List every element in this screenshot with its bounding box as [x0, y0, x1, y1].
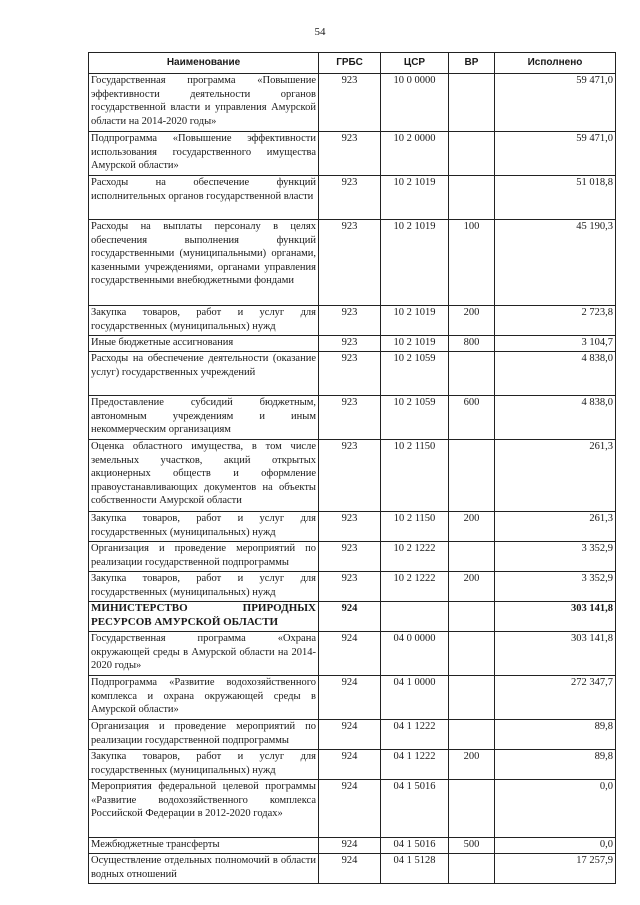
- table-row: [89, 720, 616, 750]
- header-executed: Исполнено: [495, 53, 616, 74]
- row-csr: 04 1 1222: [381, 720, 449, 750]
- row-vr: 200: [449, 572, 495, 602]
- row-vr: [449, 632, 495, 676]
- table-row: [89, 780, 616, 838]
- row-grbs: 923: [319, 336, 381, 352]
- table-row: [89, 542, 616, 572]
- row-name: МИНИСТЕРСТВО ПРИРОДНЫХ РЕСУРСОВ АМУРСКОЙ ОБЛАСТИ: [89, 602, 319, 632]
- table-body: [89, 74, 616, 884]
- row-grbs: 924: [319, 854, 381, 884]
- row-csr: 04 0 0000: [381, 632, 449, 676]
- row-executed: 51 018,8: [495, 176, 616, 220]
- row-vr: 200: [449, 750, 495, 780]
- row-csr: 10 2 1059: [381, 352, 449, 396]
- budget-execution-table: [88, 52, 616, 884]
- row-name: Предоставление субсидий бюджетным, автономным учреждениям и иным некоммерческим организациям: [89, 396, 319, 440]
- row-executed: 3 352,9: [495, 572, 616, 602]
- table-header-row: [89, 53, 616, 74]
- row-name: Государственная программа «Повышение эффективности деятельности органов государственной власти и управления Амурской области на 2014-2020 годы»: [89, 74, 319, 132]
- row-name: Закупка товаров, работ и услуг для государственных (муниципальных) нужд: [89, 512, 319, 542]
- row-vr: [449, 720, 495, 750]
- row-executed: 272 347,7: [495, 676, 616, 720]
- table-row: [89, 854, 616, 884]
- table-row: [89, 396, 616, 440]
- row-csr: 10 2 1222: [381, 572, 449, 602]
- row-vr: [449, 602, 495, 632]
- row-grbs: 923: [319, 572, 381, 602]
- row-name: Расходы на обеспечение функций исполнительных органов государственной власти: [89, 176, 319, 220]
- table-row: [89, 440, 616, 512]
- row-csr: 04 1 5016: [381, 838, 449, 854]
- row-executed: 261,3: [495, 440, 616, 512]
- row-csr: 10 2 1059: [381, 396, 449, 440]
- row-name: Осуществление отдельных полномочий в области водных отношений: [89, 854, 319, 884]
- row-vr: 800: [449, 336, 495, 352]
- table-row: [89, 512, 616, 542]
- row-csr: 10 2 1019: [381, 336, 449, 352]
- table-row: [89, 602, 616, 632]
- row-csr: 04 1 1222: [381, 750, 449, 780]
- header-name: Наименование: [89, 53, 319, 74]
- row-name: Оценка областного имущества, в том числе земельных участков, акций открытых акционерных обществ и оформление правоустанавливающих документов на объекты собственности Амурской области: [89, 440, 319, 512]
- page-number: 54: [314, 26, 326, 38]
- row-name: Расходы на обеспечение деятельности (оказание услуг) государственных учреждений: [89, 352, 319, 396]
- row-csr: 10 2 1019: [381, 220, 449, 306]
- table-row: [89, 220, 616, 306]
- row-vr: [449, 352, 495, 396]
- table-row: [89, 750, 616, 780]
- row-vr: [449, 854, 495, 884]
- table-row: [89, 176, 616, 220]
- row-executed: 4 838,0: [495, 352, 616, 396]
- row-executed: 59 471,0: [495, 132, 616, 176]
- row-executed: 45 190,3: [495, 220, 616, 306]
- row-csr: 10 2 1019: [381, 306, 449, 336]
- row-vr: 500: [449, 838, 495, 854]
- row-grbs: 923: [319, 176, 381, 220]
- row-vr: [449, 780, 495, 838]
- row-csr: 04 1 0000: [381, 676, 449, 720]
- table-row: [89, 676, 616, 720]
- row-csr: [381, 602, 449, 632]
- row-name: Организация и проведение мероприятий по реализации государственной подпрограммы: [89, 542, 319, 572]
- row-csr: 04 1 5016: [381, 780, 449, 838]
- row-executed: 59 471,0: [495, 74, 616, 132]
- row-executed: 0,0: [495, 838, 616, 854]
- row-grbs: 923: [319, 132, 381, 176]
- table-row: [89, 132, 616, 176]
- row-name: Межбюджетные трансферты: [89, 838, 319, 854]
- row-grbs: 923: [319, 74, 381, 132]
- row-grbs: 923: [319, 306, 381, 336]
- header-csr: ЦСР: [381, 53, 449, 74]
- row-executed: 3 104,7: [495, 336, 616, 352]
- row-grbs: 923: [319, 542, 381, 572]
- header-vr: ВР: [449, 53, 495, 74]
- row-vr: [449, 74, 495, 132]
- row-vr: 200: [449, 306, 495, 336]
- row-csr: 10 2 1150: [381, 440, 449, 512]
- row-vr: [449, 542, 495, 572]
- row-grbs: 923: [319, 352, 381, 396]
- row-csr: 10 0 0000: [381, 74, 449, 132]
- table-row: [89, 632, 616, 676]
- row-grbs: 924: [319, 676, 381, 720]
- row-executed: 303 141,8: [495, 632, 616, 676]
- table-row: [89, 352, 616, 396]
- row-executed: 261,3: [495, 512, 616, 542]
- row-vr: 200: [449, 512, 495, 542]
- row-vr: [449, 132, 495, 176]
- row-csr: 04 1 5128: [381, 854, 449, 884]
- row-csr: 10 2 1019: [381, 176, 449, 220]
- row-executed: 89,8: [495, 720, 616, 750]
- table-row: [89, 336, 616, 352]
- row-name: Организация и проведение мероприятий по реализации государственной подпрограммы: [89, 720, 319, 750]
- row-name: Иные бюджетные ассигнования: [89, 336, 319, 352]
- row-executed: 2 723,8: [495, 306, 616, 336]
- row-grbs: 923: [319, 512, 381, 542]
- row-csr: 10 2 1150: [381, 512, 449, 542]
- row-grbs: 924: [319, 720, 381, 750]
- row-vr: [449, 676, 495, 720]
- row-csr: 10 2 1222: [381, 542, 449, 572]
- row-name: Государственная программа «Охрана окружающей среды в Амурской области на 2014-2020 годы»: [89, 632, 319, 676]
- row-executed: 17 257,9: [495, 854, 616, 884]
- row-name: Закупка товаров, работ и услуг для государственных (муниципальных) нужд: [89, 572, 319, 602]
- row-grbs: 924: [319, 602, 381, 632]
- row-executed: 3 352,9: [495, 542, 616, 572]
- row-name: Подпрограмма «Повышение эффективности использования государственного имущества Амурской области»: [89, 132, 319, 176]
- row-name: Мероприятия федеральной целевой программы «Развитие водохозяйственного комплекса Российской Федерации в 2012-2020 годах»: [89, 780, 319, 838]
- row-grbs: 923: [319, 396, 381, 440]
- header-grbs: ГРБС: [319, 53, 381, 74]
- row-executed: 4 838,0: [495, 396, 616, 440]
- table-row: [89, 306, 616, 336]
- row-name: Подпрограмма «Развитие водохозяйственного комплекса и охрана окружающей среды в Амурской области»: [89, 676, 319, 720]
- row-grbs: 924: [319, 632, 381, 676]
- row-name: Закупка товаров, работ и услуг для государственных (муниципальных) нужд: [89, 306, 319, 336]
- row-executed: 0,0: [495, 780, 616, 838]
- row-vr: [449, 440, 495, 512]
- row-csr: 10 2 0000: [381, 132, 449, 176]
- row-name: Расходы на выплаты персоналу в целях обеспечения выполнения функций государственными (муниципальными) органами, казенными учреждениями, органами управления государственными внебюджетными фондами: [89, 220, 319, 306]
- row-grbs: 923: [319, 440, 381, 512]
- row-grbs: 923: [319, 220, 381, 306]
- row-name: Закупка товаров, работ и услуг для государственных (муниципальных) нужд: [89, 750, 319, 780]
- table-row: [89, 74, 616, 132]
- row-executed: 303 141,8: [495, 602, 616, 632]
- table-row: [89, 838, 616, 854]
- row-executed: 89,8: [495, 750, 616, 780]
- row-vr: 600: [449, 396, 495, 440]
- row-grbs: 924: [319, 838, 381, 854]
- row-grbs: 924: [319, 780, 381, 838]
- table-row: [89, 572, 616, 602]
- row-grbs: 924: [319, 750, 381, 780]
- row-vr: [449, 176, 495, 220]
- row-vr: 100: [449, 220, 495, 306]
